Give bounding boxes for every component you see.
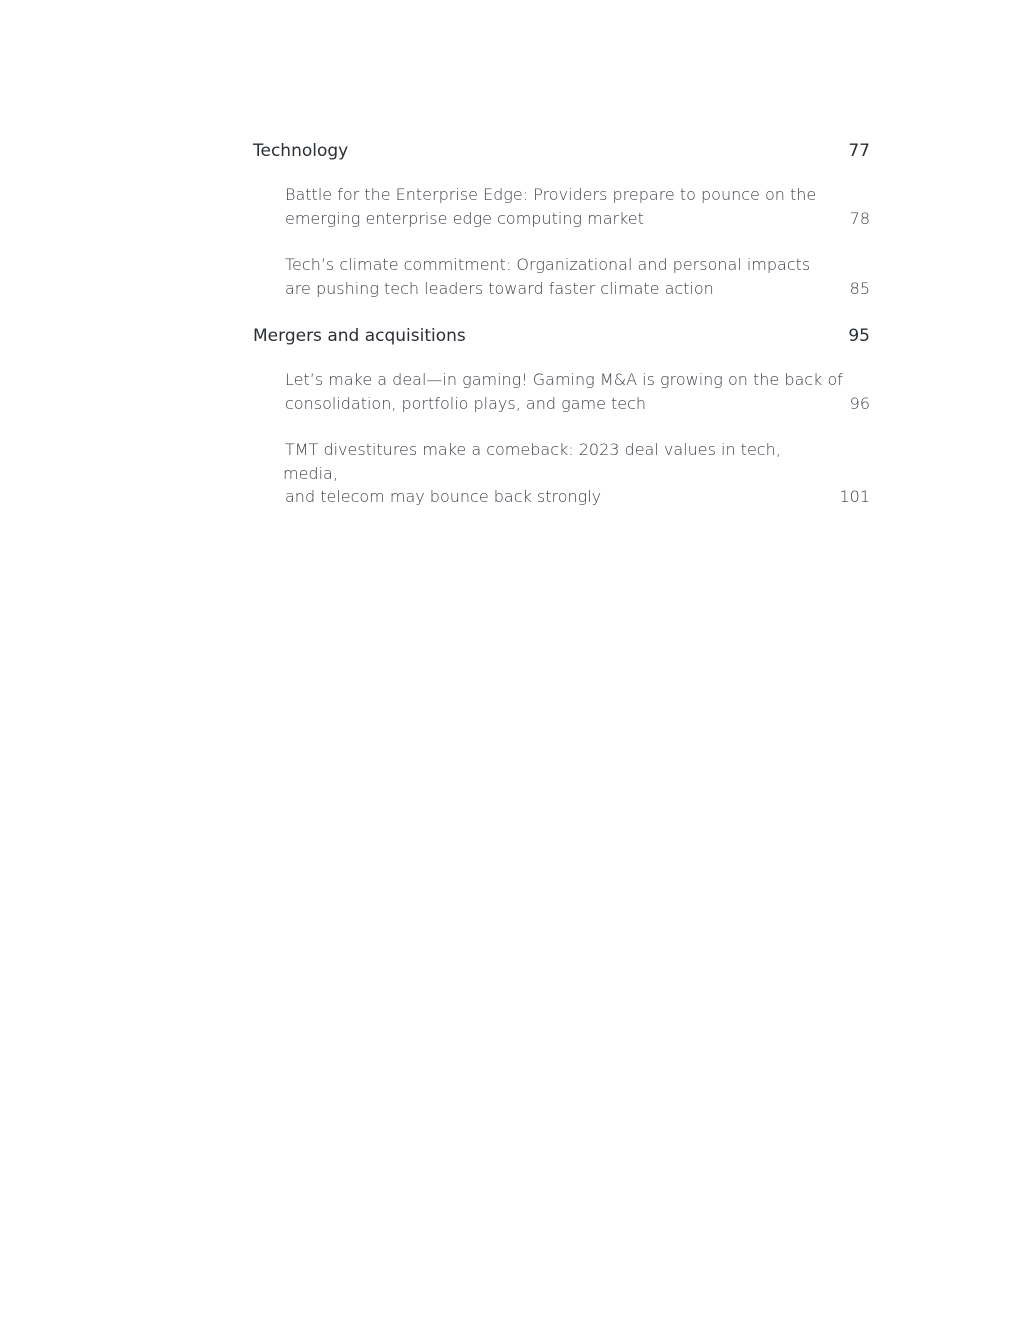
toc-entry[interactable] xyxy=(253,368,870,415)
entry-title xyxy=(283,368,843,415)
section-page-number: 77 xyxy=(848,141,870,161)
toc-section-technology[interactable] xyxy=(253,138,870,164)
entry-title-line: Tech’s climate commitment: Organizational and personal impacts xyxy=(285,255,811,274)
entry-page-number: 85 xyxy=(849,278,870,298)
toc-entry[interactable] xyxy=(253,253,870,300)
entry-page-number: 78 xyxy=(849,208,870,228)
entry-title-line: are pushing tech leaders toward faster climate action xyxy=(285,278,714,298)
toc-section-mergers-and-acquisitions[interactable] xyxy=(253,323,870,349)
entry-title xyxy=(283,253,843,300)
toc-entry[interactable] xyxy=(253,438,870,509)
entry-page-number: 101 xyxy=(839,487,870,506)
entry-title-line: TMT divestitures make a comeback: 2023 deal values in tech, media, xyxy=(283,440,781,483)
entry-title-line: consolidation, portfolio plays, and game tech xyxy=(285,393,647,413)
entry-title-line: Let’s make a deal—in gaming! Gaming M&A is growing on the back of xyxy=(285,370,843,389)
toc-entry[interactable] xyxy=(253,183,870,230)
section-title: Technology xyxy=(253,141,349,161)
entry-title xyxy=(283,438,839,509)
entry-page-number: 96 xyxy=(849,393,870,413)
section-title: Mergers and acquisitions xyxy=(253,326,466,346)
entry-title-line: emerging enterprise edge computing market xyxy=(285,208,644,228)
section-page-number: 95 xyxy=(848,326,870,346)
entry-title xyxy=(283,183,843,230)
table-of-contents xyxy=(253,138,870,532)
entry-title-line: Battle for the Enterprise Edge: Providers prepare to pounce on the xyxy=(285,185,817,204)
entry-title-line: and telecom may bounce back strongly xyxy=(285,487,602,506)
